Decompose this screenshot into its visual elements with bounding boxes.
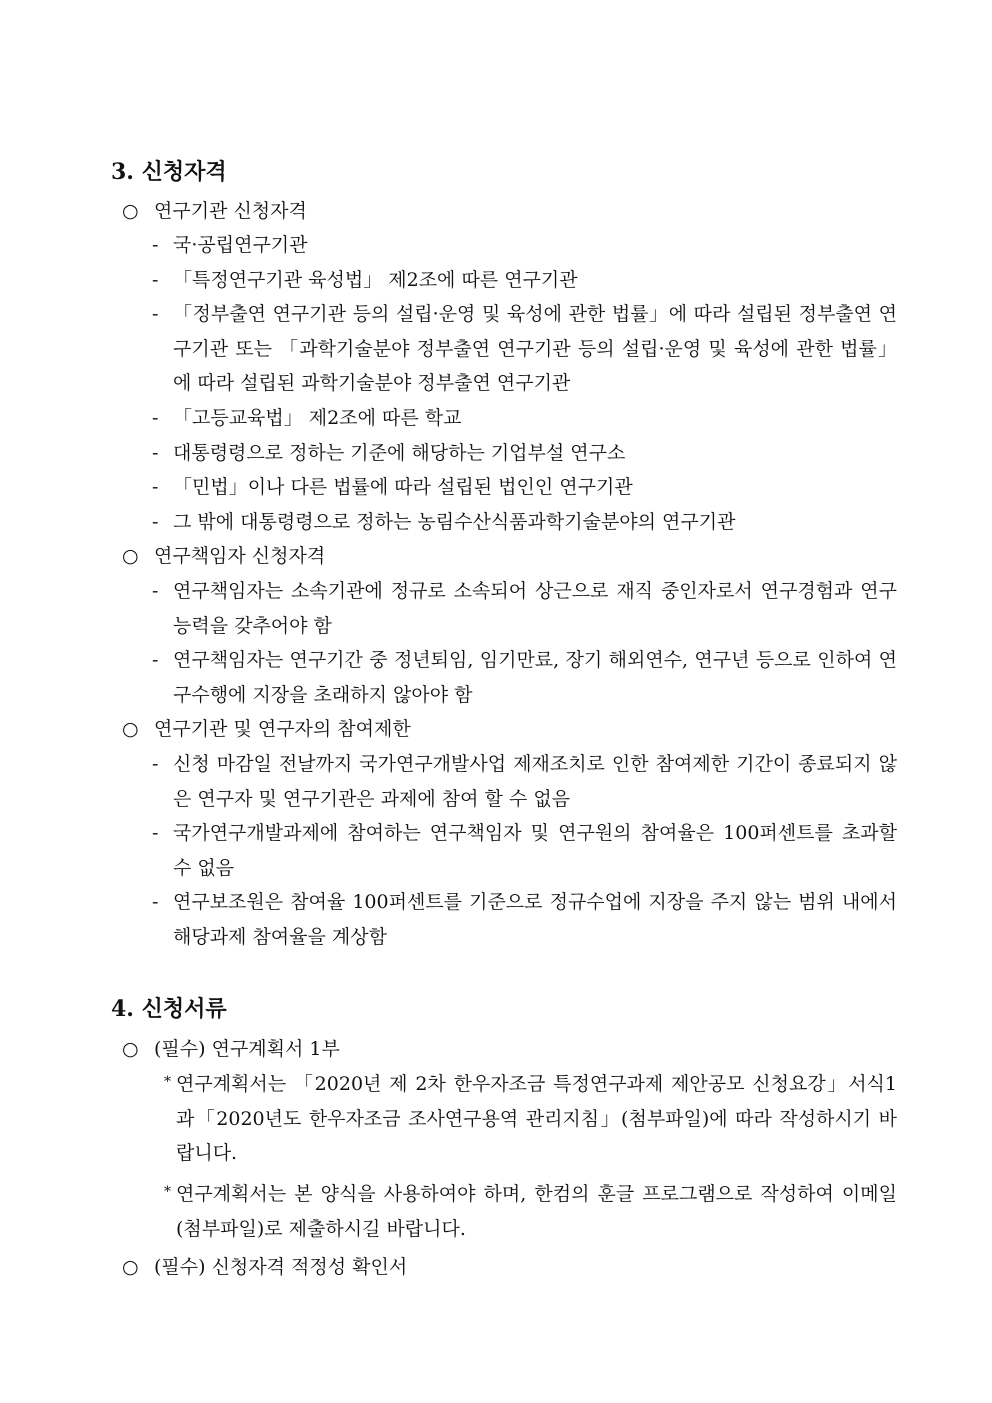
list-item: - 「고등교육법」 제2조에 따른 학교 [152,401,897,436]
bullet-label: (필수) 신청자격 적정성 확인서 [154,1256,408,1278]
dash-mark: - [152,753,159,775]
bullet-participation-restriction [122,714,411,744]
bullet-label: 연구기관 및 연구자의 참여제한 [154,718,411,740]
list-item: - 신청 마감일 전날까지 국가연구개발사업 제재조치로 인한 참여제한 기간이 종료되지 않은 연구자 및 연구기관은 과제에 참여 할 수 없음 [152,747,897,816]
list-item: - 「정부출연 연구기관 등의 설립·운영 및 육성에 관한 법률」에 따라 설립된 정부출연 연구기관 또는 「과학기술분야 정부출연 연구기관 등의 설립·운영 및 육성에 관한 법률」에 따라 설립된 과학기술분야 정부출연 연구기관 [152,297,897,401]
dash-mark: - [152,822,159,844]
dash-mark: - [152,303,159,325]
dash-mark: - [152,649,159,671]
section-3-title: 3. 신청자격 [111,159,227,185]
list-item: - 국·공립연구기관 [152,228,897,263]
dash-mark: - [152,891,159,913]
bullet-label: 연구책임자 신청자격 [154,545,326,567]
list-item: - 국가연구개발과제에 참여하는 연구책임자 및 연구원의 참여율은 100퍼센트를 초과할 수 없음 [152,816,897,885]
list-item: - 대통령령으로 정하는 기준에 해당하는 기업부설 연구소 [152,436,897,471]
dash-mark: - [152,442,159,464]
dash-mark: - [152,234,159,256]
asterisk-mark: * [164,1184,171,1200]
list-item: - 「특정연구기관 육성법」 제2조에 따른 연구기관 [152,263,897,298]
section-4-title: 4. 신청서류 [111,996,227,1022]
circle-bullet-icon: ○ [122,545,139,567]
list-item: - 「민법」이나 다른 법률에 따라 설립된 법인인 연구기관 [152,470,897,505]
bullet-research-plan [122,1034,340,1064]
note-item: * 연구계획서는 본 양식을 사용하여야 하며, 한컴의 훈글 프로그램으로 작성하여 이메일(첨부파일)로 제출하시길 바랍니다. [164,1177,897,1246]
circle-bullet-icon: ○ [122,1038,139,1060]
dash-mark: - [152,511,159,533]
dash-mark: - [152,580,159,602]
list-item: - 연구책임자는 연구기간 중 정년퇴임, 임기만료, 장기 해외연수, 연구년 등으로 인하여 연구수행에 지장을 초래하지 않아야 함 [152,643,897,712]
circle-bullet-icon: ○ [122,1256,139,1278]
list-item: - 연구책임자는 소속기관에 정규로 소속되어 상근으로 재직 중인자로서 연구경험과 연구능력을 갖추어야 함 [152,574,897,643]
dash-mark: - [152,407,159,429]
bullet-eligibility-confirmation [122,1252,407,1282]
circle-bullet-icon: ○ [122,718,139,740]
note-item: * 연구계획서는 「2020년 제 2차 한우자조금 특정연구과제 제안공모 신청요강」서식1과「2020년도 한우자조금 조사연구용역 관리지침」(첨부파일)에 따라 작성하시기 바랍니다. [164,1067,897,1171]
bullet-label: 연구기관 신청자격 [154,200,307,222]
list-item: - 그 밖에 대통령령으로 정하는 농림수산식품과학기술분야의 연구기관 [152,505,897,540]
dash-mark: - [152,269,159,291]
bullet-institution-eligibility [122,196,307,226]
circle-bullet-icon: ○ [122,200,139,222]
asterisk-mark: * [164,1074,171,1090]
bullet-pi-eligibility [122,541,325,571]
bullet-label: (필수) 연구계획서 1부 [154,1038,340,1060]
dash-mark: - [152,476,159,498]
list-item: - 연구보조원은 참여율 100퍼센트를 기준으로 정규수업에 지장을 주지 않는 범위 내에서 해당과제 참여율을 계상함 [152,885,897,954]
